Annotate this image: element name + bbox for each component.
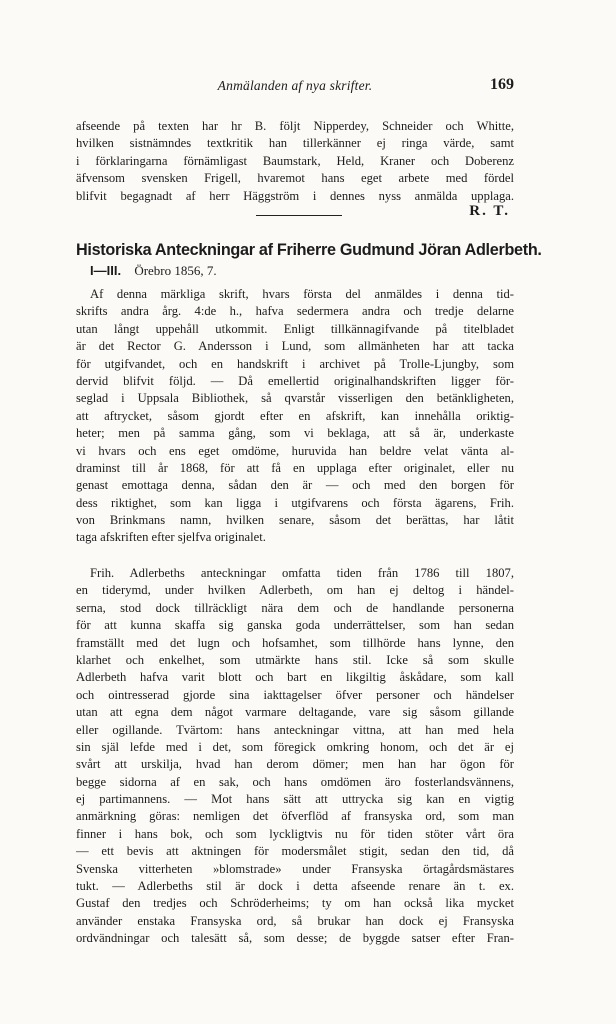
text-line: en tiderymd, under hvilken Adlerbeth, om han ej deltog i händel- xyxy=(76,583,514,598)
text-line: Af denna märkliga skrift, hvars första del anmäldes i denna tid- xyxy=(90,287,514,301)
text-line: för utgifvandet, och en handskrift i archivet på Trolle-Ljungby, som xyxy=(76,356,514,371)
text-line: tukt. — Adlerbeths stil är dock i detta afseende renare än t. ex. xyxy=(76,879,514,894)
review-ending-paragraph xyxy=(76,118,514,205)
signature-row xyxy=(76,203,514,225)
text-line: hvilken sistnämndes textkritik han tillerkänner ej ringa värde, samt xyxy=(76,136,514,151)
text-line: serna, stod dock tillräckligt nära dem och de handlande personerna xyxy=(76,600,514,615)
text-line: är det Rector G. Andersson i Lund, som allmänheten har att tacka xyxy=(76,339,514,354)
text-line: Frih. Adlerbeths anteckningar omfatta tiden från 1786 till 1807, xyxy=(90,566,514,580)
text-line: genast emottaga denna, sådan den är — och med den borgen för xyxy=(76,478,514,493)
text-line: draminst till år 1868, för att få en upplaga efter originalet, eller nu xyxy=(76,460,514,475)
text-line: använder enstaka Fransyska ord, så brukar han dock ej Fransyska xyxy=(76,913,514,928)
text-line: eller ogillande. Tvärtom: hans anteckningar vittna, att han med hela xyxy=(76,722,514,737)
text-line: utan långt uppehåll utkommit. Enligt tillkännagifvande på titelbladet xyxy=(76,321,514,336)
text-line: skrifts andra årg. 4:de h., hafva sedermera andra och tredje delarne xyxy=(76,304,514,319)
text-line: klarhet och enkelhet, som utmärkte hans stil. Icke så som skulle xyxy=(76,652,514,667)
text-line: dervid blifvit följd. — Då emellertid originalhandskriften ligger för- xyxy=(76,373,514,388)
text-line: finner i hans bok, och som lyckligtvis nu för tiden stöter vårt öra xyxy=(76,826,514,841)
text-line: dess riktighet, som kan ligga i utgifvarens och första ägarens, Frih. xyxy=(76,495,514,510)
text-line: framställt med det lugn och hofsamhet, som tillhörde hans lynne, den xyxy=(76,635,514,650)
reviewer-signature: R. T. xyxy=(469,203,510,219)
text-line: och ointresserad gjorde sina iakttagelser öfver personer och händelser xyxy=(76,687,514,702)
text-line: ordvändningar och talesätt så, som desse; de byggde satser efter Fran- xyxy=(76,931,514,946)
separator-rule xyxy=(256,215,342,216)
text-line: afseende på texten har hr B. följt Nipperdey, Schneider och Whitte, xyxy=(76,119,514,133)
text-line: svårt att urskilja, hvad han derom dömer; men han har ögon för xyxy=(76,757,514,772)
running-title: Anmälanden af nya skrifter. xyxy=(217,78,373,93)
review-imprint-line xyxy=(90,263,217,279)
page-number: 169 xyxy=(490,76,514,93)
text-line: i förklaringarna förnämligast Baumstark, Held, Kraner och Doberenz xyxy=(76,153,514,168)
imprint-text: Örebro 1856, 7. xyxy=(134,263,217,278)
review-title: Historiska Anteckningar af Friherre Gudmund Jöran Adlerbeth. xyxy=(76,241,542,259)
text-line: von Brinkmans namn, hvilken senare, såsom det berättas, har låtit xyxy=(76,513,514,528)
review-paragraph-2 xyxy=(76,565,514,948)
text-line: ej partimannens. — Mot hans sätt att uttrycka sig kan en vigtig xyxy=(76,792,514,807)
text-line: vi hvars och ens eget omdöme, huruvida han beldre velat vänta al- xyxy=(76,443,514,458)
text-line: Svenska vitterheten »blomstrade» under Fransyska örtagårdsmästares xyxy=(76,861,514,876)
text-line: sin själ lefde med i det, som föregick omkring honom, och det är ej xyxy=(76,739,514,754)
text-line: begge sidorna af en sak, och hans omdömen äro fosterlandsvännens, xyxy=(76,774,514,789)
text-line: utan att egna dem något varmare deltagande, vare sig såsom gillande xyxy=(76,705,514,720)
text-line: för att kunna skaffa sig ganska goda underrättelser, som han sedan xyxy=(76,618,514,633)
page-header xyxy=(76,78,514,100)
text-line: Adlerbeth hafva varit blott och bart en likgiltig åskådare, som kall xyxy=(76,670,514,685)
text-line: taga afskriften efter sjelfva originalet. xyxy=(76,530,266,545)
text-line: heter; men på samma gång, som vi beklaga, att så är, underkaste xyxy=(76,426,514,441)
text-line: Gustaf den tredjes och Schröderheims; ty om han också lika mycket xyxy=(76,896,514,911)
text-line: seglad i Uppsala Bibliothek, så qvarstår visserligen den betänkligheten, xyxy=(76,391,514,406)
text-line: — ett bevis att aktningen för modersmålet stigit, sedan den tid, då xyxy=(76,844,514,859)
text-line: äfvensom svensken Frigell, hvaremot hans eget arbete med fördel xyxy=(76,171,514,186)
text-line: anmärkning göras: nemligen det öfverflöd af fransyska ord, som man xyxy=(76,809,514,824)
text-line: blifvit begagnadt af herr Häggström i dennes nyss anmälda upplaga. xyxy=(76,188,514,203)
volumes-label: I—III. xyxy=(90,263,122,278)
review-paragraph-1 xyxy=(76,286,514,547)
text-line: att aftrycket, såsom gjordt efter en afskrift, kan innehålla oriktig- xyxy=(76,408,514,423)
